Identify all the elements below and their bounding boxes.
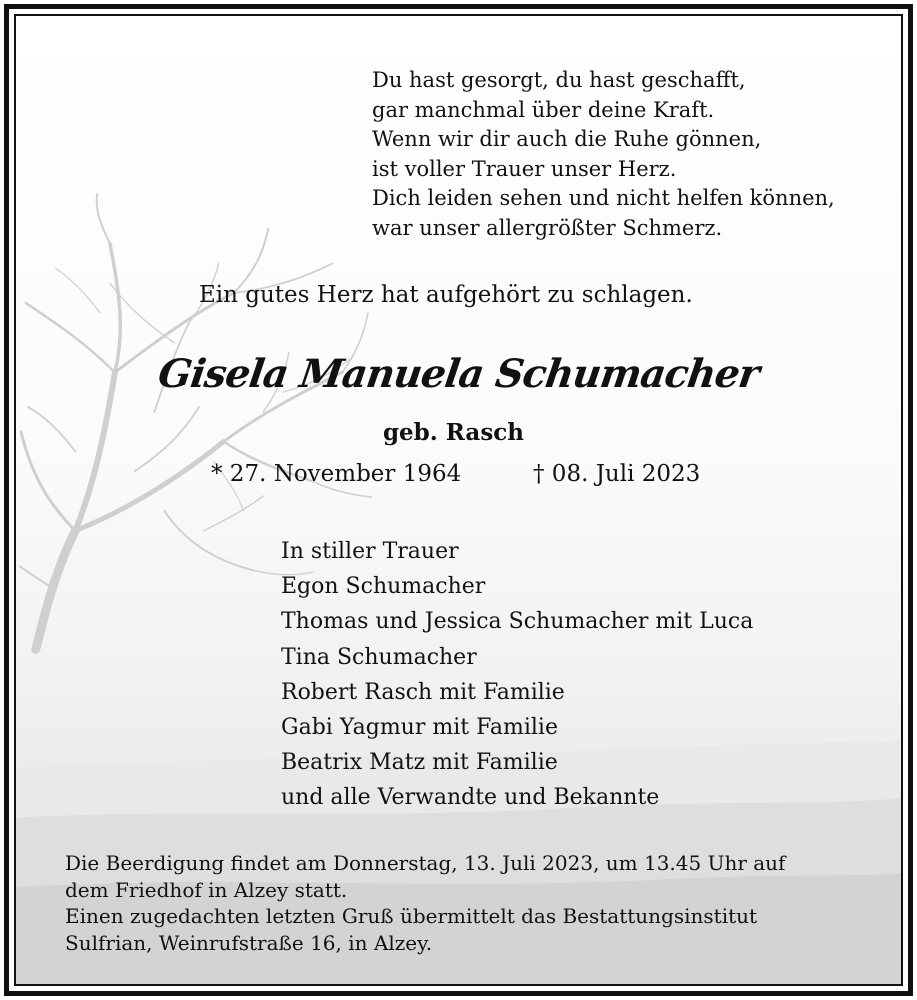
mourner-line: und alle Verwandte und Bekannte: [281, 785, 660, 811]
funeral-info-line: Sulfrian, Weinrufstraße 16, in Alzey.: [65, 930, 433, 955]
funeral-info-line: Einen zugedachten letzten Gruß übermittelt das Bestattungsinstitut: [65, 904, 758, 928]
poem-line: ist voller Trauer unser Herz.: [372, 156, 677, 181]
mourner-line: In stiller Trauer: [281, 539, 459, 564]
poem-line: gar manchmal über deine Kraft.: [372, 97, 715, 122]
poem: [372, 66, 835, 243]
inner-border: [14, 14, 903, 986]
death-date: † 08. Juli 2023: [533, 461, 701, 487]
funeral-info-line: Die Beerdigung findet am Donnerstag, 13. Juli 2023, um 13.45 Uhr auf: [65, 851, 786, 875]
lead-sentence: Ein gutes Herz hat aufgehört zu schlagen.: [199, 282, 693, 308]
outer-border: [4, 4, 913, 996]
mourner-line: Thomas und Jessica Schumacher mit Luca: [281, 609, 754, 635]
birth-name: geb. Rasch: [382, 419, 525, 446]
funeral-info-line: dem Friedhof in Alzey statt.: [65, 877, 348, 902]
poem-line: Du hast gesorgt, du hast geschafft,: [372, 68, 746, 92]
poem-line: war unser allergrößter Schmerz.: [372, 215, 723, 240]
mourner-line: Beatrix Matz mit Familie: [281, 750, 558, 776]
mourners-list: [281, 534, 753, 816]
mourner-line: Egon Schumacher: [281, 574, 486, 600]
deceased-name: Gisela Manuela Schumacher: [155, 351, 762, 397]
mourner-line: Gabi Yagmur mit Familie: [281, 715, 558, 741]
birth-date: * 27. November 1964: [211, 461, 462, 487]
funeral-info: [65, 850, 785, 956]
mourner-line: Tina Schumacher: [281, 644, 477, 670]
poem-line: Wenn wir dir auch die Ruhe gönnen,: [372, 127, 762, 151]
mourner-line: Robert Rasch mit Familie: [281, 679, 565, 705]
poem-line: Dich leiden sehen und nicht helfen können,: [372, 186, 835, 210]
